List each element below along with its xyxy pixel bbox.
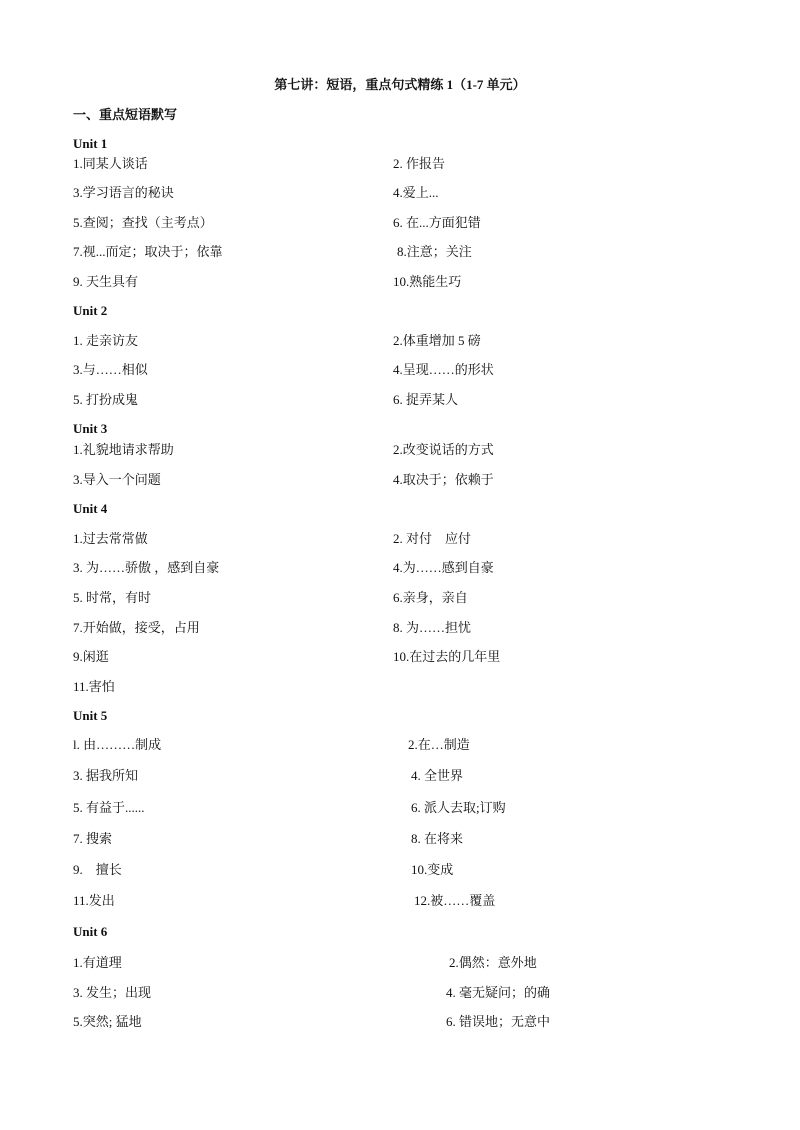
unit-5-item-1: l. 由………制成: [73, 737, 162, 752]
unit-1-item-3: 3.学习语言的秘诀: [73, 185, 174, 200]
section-heading: 一、重点短语默写: [73, 107, 178, 122]
unit-6-item-1: 1.有道理: [73, 955, 122, 970]
unit-6-item-6: 6. 错误地；无意中: [446, 1014, 551, 1029]
unit-2-item-2: 2.体重增加 5 磅: [393, 333, 481, 348]
unit-3-item-1: 1.礼貌地请求帮助: [73, 442, 174, 457]
unit-4-item-1: 1.过去常常做: [73, 531, 148, 546]
unit-1-item-10: 10.熟能生巧: [393, 274, 462, 289]
unit-5-item-9: 9. 擅长: [73, 862, 122, 877]
unit-4-item-3: 3. 为……骄傲 ，感到自豪: [73, 560, 220, 575]
page-title: 第七讲：短语，重点句式精练 1（1-7 单元）: [274, 77, 526, 92]
unit-3-item-4: 4.取决于；依赖于: [393, 472, 494, 487]
unit-5-item-12: 12.被……覆盖: [414, 893, 496, 908]
unit-4-item-8: 8. 为……担忧: [393, 620, 472, 635]
unit-1-item-8: 8.注意；关注: [397, 244, 472, 259]
unit-4-heading: Unit 4: [73, 501, 108, 516]
unit-5-item-3: 3. 据我所知: [73, 768, 139, 783]
unit-6-item-4: 4. 毫无疑问；的确: [446, 985, 551, 1000]
unit-6-item-3: 3. 发生；出现: [73, 985, 152, 1000]
unit-5-item-10: 10.变成: [411, 862, 454, 877]
unit-1-item-1: 1.同某人谈话: [73, 156, 148, 171]
unit-2-item-4: 4.呈现……的形状: [393, 362, 494, 377]
unit-2-item-6: 6. 捉弄某人: [393, 392, 459, 407]
unit-2-heading: Unit 2: [73, 303, 108, 318]
unit-3-item-3: 3.导入一个问题: [73, 472, 161, 487]
unit-4-item-7: 7.开始做，接受，占用: [73, 620, 200, 635]
unit-5-item-4: 4. 全世界: [411, 768, 464, 783]
unit-1-item-9: 9. 天生具有: [73, 274, 139, 289]
unit-1-item-2: 2. 作报告: [393, 156, 446, 171]
unit-1-item-6: 6. 在...方面犯错: [393, 215, 481, 230]
unit-4-item-11: 11.害怕: [73, 679, 115, 694]
unit-4-item-5: 5. 时常，有时: [73, 590, 152, 605]
unit-5-item-8: 8. 在将来: [411, 831, 464, 846]
unit-1-heading: Unit 1: [73, 136, 108, 151]
unit-6-item-2: 2.偶然：意外地: [449, 955, 537, 970]
unit-5-heading: Unit 5: [73, 708, 108, 723]
unit-2-item-3: 3.与……相似: [73, 362, 148, 377]
unit-4-item-6: 6.亲身，亲自: [393, 590, 468, 605]
unit-2-item-5: 5. 打扮成鬼: [73, 392, 139, 407]
unit-3-heading: Unit 3: [73, 421, 108, 436]
unit-3-item-2: 2.改变说话的方式: [393, 442, 494, 457]
unit-6-heading: Unit 6: [73, 924, 108, 939]
unit-2-item-1: 1. 走亲访友: [73, 333, 139, 348]
unit-5-item-7: 7. 搜索: [73, 831, 113, 846]
unit-5-item-5: 5. 有益于......: [73, 800, 145, 815]
unit-5-item-11: 11.发出: [73, 893, 115, 908]
unit-5-item-2: 2.在…制造: [408, 737, 470, 752]
unit-6-item-5: 5.突然; 猛地: [73, 1014, 142, 1029]
unit-4-item-9: 9.闲逛: [73, 649, 109, 664]
unit-4-item-2: 2. 对付 应付: [393, 531, 472, 546]
unit-5-item-6: 6. 派人去取;订购: [411, 800, 506, 815]
unit-1-item-4: 4.爱上...: [393, 185, 439, 200]
unit-1-item-5: 5.查阅；查找（主考点）: [73, 215, 213, 230]
unit-4-item-10: 10.在过去的几年里: [393, 649, 501, 664]
unit-4-item-4: 4.为……感到自豪: [393, 560, 494, 575]
unit-1-item-7: 7.视...而定；取决于；依靠: [73, 244, 223, 259]
